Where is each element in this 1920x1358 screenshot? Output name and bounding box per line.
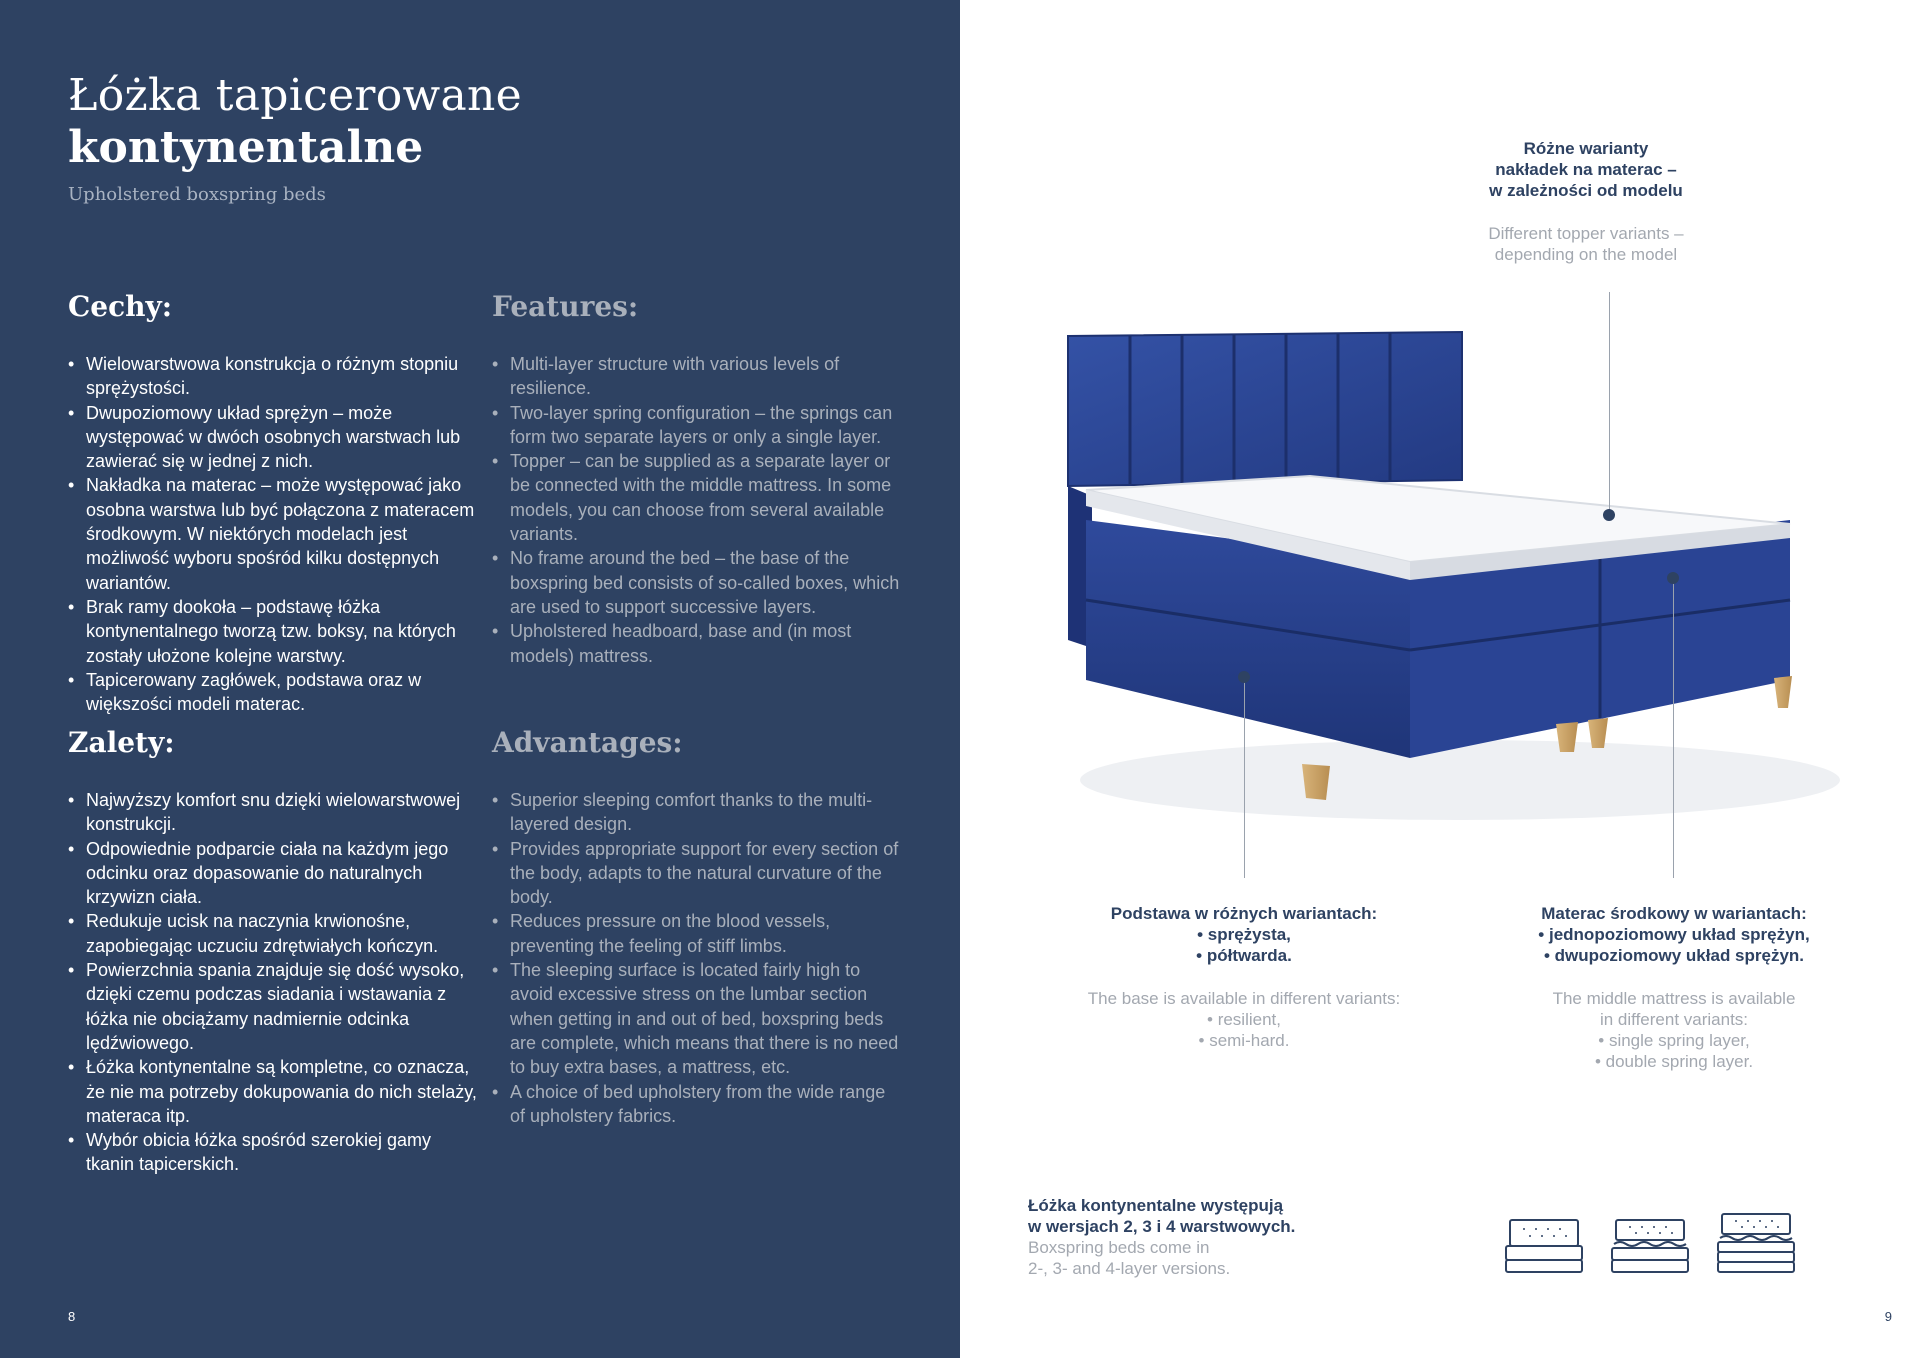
list-item: • single spring layer, [1484,1030,1864,1051]
page-subtitle: Upholstered boxspring beds [68,184,326,205]
versions-note [1028,1195,1295,1279]
list-item: • Two-layer spring configuration – the springs can form two separate layers or only a single layer. [492,401,912,450]
list-item: • No frame around the bed – the base of the boxspring bed consists of so-called boxes, which are used to support successive layers. [492,546,912,619]
callout-title: Materac środkowy w wariantach: [1541,904,1807,923]
features-list-pl [68,352,480,716]
versions-text-en: Boxspring beds come in [1028,1238,1210,1257]
topper-marker-dot [1603,509,1615,521]
advantages-list-pl [68,788,480,1177]
list-item: • resilient, [1054,1009,1434,1030]
versions-text-pl: Łóżka kontynentalne występują [1028,1196,1284,1215]
page-number-left: 8 [68,1309,76,1324]
callout-title: in different variants: [1599,1010,1749,1029]
list-item: • Multi-layer structure with various levels of resilience. [492,352,912,401]
list-item: • semi-hard. [1054,1030,1434,1051]
list-item: • dwupoziomowy układ sprężyn. [1484,945,1864,966]
list-item: • Nakładka na materac – może występować jako osobna warstwa lub być połączona z materacem środkowym. W niektórych modelach jest możliwość wyboru spośród kilku dostępnych wariantów. [68,473,480,594]
mattress-marker-dot [1667,572,1679,584]
list-item: • The sleeping surface is located fairly high to avoid excessive stress on the lumbar section when getting in and out of bed, boxspring beds are complete, which means that there is no need to buy extra bases, a mattress, etc. [492,958,904,1079]
topper-leader-line [1609,292,1610,514]
list-item: • Topper – can be supplied as a separate layer or be connected with the middle mattress. In some models, you can choose from several available variants. [492,449,912,546]
list-item: • Reduces pressure on the blood vessels, preventing the feeling of stiff limbs. [492,909,904,958]
bed-image [1030,300,1850,840]
three-layer-bed-icon [1610,1216,1690,1278]
advantages-heading-en: Advantages: [492,726,683,759]
two-layer-bed-icon [1504,1216,1584,1278]
base-leader-line [1244,678,1245,878]
base-callout [1054,903,1434,1051]
versions-text-en: 2-, 3- and 4-layer versions. [1028,1259,1231,1278]
list-item: • Powierzchnia spania znajduje się dość wysoko, dzięki czemu podczas siadania i wstawania z łóżka nie obciążamy nadmiernie odcinka lędźwiowego. [68,958,480,1055]
versions-text-pl: w wersjach 2, 3 i 4 warstwowych. [1028,1217,1296,1236]
list-item: • Odpowiednie podparcie ciała na każdym jego odcinku oraz dopasowanie do naturalnych krzywizn ciała. [68,837,480,910]
list-item: • Łóżka kontynentalne są kompletne, co oznacza, że nie ma potrzeby dokupowania do nich stelaży, materaca itp. [68,1055,480,1128]
callout-line: nakładek na materac – [1495,160,1677,179]
mattress-callout-pl [1484,903,1864,966]
page-title-light: Łóżka tapicerowane [68,70,523,121]
list-item: • sprężysta, [1054,924,1434,945]
features-heading-en: Features: [492,290,639,323]
floor-shadow [1080,740,1840,820]
advantages-heading-pl: Zalety: [68,726,175,759]
list-item: • Superior sleeping comfort thanks to the multi-layered design. [492,788,904,837]
mattress-callout [1484,903,1864,1072]
callout-title: The base is available in different variants: [1087,989,1401,1008]
callout-line: Różne warianty [1523,139,1649,158]
list-item: • półtwarda. [1054,945,1434,966]
features-list-en [492,352,912,668]
list-item: • Dwupoziomowy układ sprężyn – może występować w dwóch osobnych warstwach lub zawierać się w jednej z nich. [68,401,480,474]
features-heading-pl: Cechy: [68,290,173,323]
callout-line: depending on the model [1494,245,1678,264]
list-item: • Najwyższy komfort snu dzięki wielowarstwowej konstrukcji. [68,788,480,837]
base-marker-dot [1238,671,1250,683]
list-item: • Wielowarstwowa konstrukcja o różnym stopniu sprężystości. [68,352,480,401]
list-item: • Redukuje ucisk na naczynia krwionośne, zapobiegając uczuciu zdrętwiałych kończyn. [68,909,480,958]
callout-line: w zależności od modelu [1489,181,1683,200]
callout-title: Podstawa w różnych wariantach: [1110,904,1378,923]
four-layer-bed-icon [1716,1210,1796,1278]
topper-callout-en [1436,223,1736,265]
list-item: • Upholstered headboard, base and (in most models) mattress. [492,619,912,668]
base-callout-en [1054,988,1434,1051]
list-item: • A choice of bed upholstery from the wide range of upholstery fabrics. [492,1080,904,1129]
advantages-list-en [492,788,904,1128]
base-callout-pl [1054,903,1434,966]
list-item: • Provides appropriate support for every section of the body, adapts to the natural curvature of the body. [492,837,904,910]
callout-title: The middle mattress is available [1552,989,1796,1008]
page-number-right: 9 [1884,1309,1892,1324]
mattress-callout-en [1484,988,1864,1072]
list-item: • Wybór obicia łóżka spośród szerokiej gamy tkanin tapicerskich. [68,1128,480,1177]
list-item: • Tapicerowany zagłówek, podstawa oraz w większości modeli materac. [68,668,480,717]
list-item: • double spring layer. [1484,1051,1864,1072]
topper-callout-pl [1436,138,1736,201]
mattress-leader-line [1673,580,1674,878]
callout-line: Different topper variants – [1488,224,1684,243]
list-item: • Brak ramy dookoła – podstawę łóżka kontynentalnego tworzą tzw. boksy, na których zostały ułożone kolejne warstwy. [68,595,480,668]
page-title-bold: kontynentalne [68,122,424,173]
topper-callout [1436,138,1736,265]
list-item: • jednopoziomowy układ sprężyn, [1484,924,1864,945]
